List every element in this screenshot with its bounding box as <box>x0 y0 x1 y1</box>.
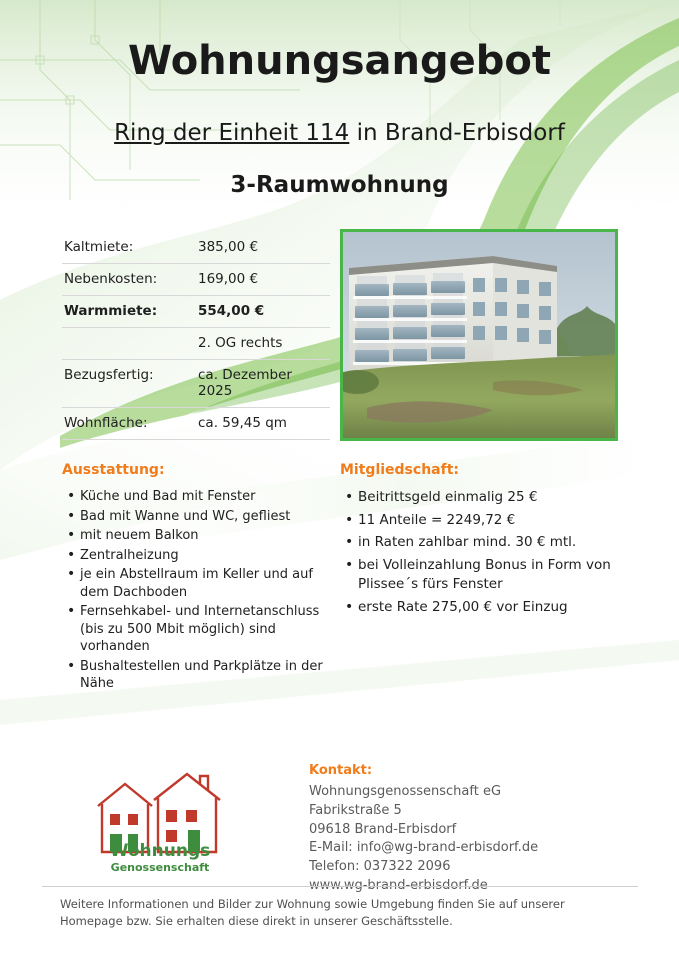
table-row <box>62 295 330 327</box>
property-address-city: in Brand-Erbisdorf <box>349 120 565 146</box>
table-cell-label: Nebenkosten: <box>62 263 196 295</box>
contact-city: 09618 Brand-Erbisdorf <box>309 821 457 837</box>
footer-note: Weitere Informationen und Bilder zur Wohnung sowie Umgebung finden Sie auf unserer Homepage bzw. Sie erhalten diese direkt in unserer Geschäftsstelle. <box>60 897 565 928</box>
table-row <box>62 327 330 359</box>
list-item: • in Raten zahlbar mind. 30 € mtl. <box>358 533 630 553</box>
list-item: • je ein Abstellraum im Keller und auf dem Dachboden <box>80 566 337 601</box>
membership-section <box>340 462 630 620</box>
table-cell-value: 385,00 € <box>196 232 330 263</box>
table-row <box>62 232 330 263</box>
table-cell-label: Bezugsfertig: <box>62 359 196 408</box>
table-cell-label: Warmmiete: <box>62 295 196 327</box>
membership-list <box>340 488 630 617</box>
features-heading: Ausstattung: <box>62 462 165 478</box>
contact-company: Wohnungsgenossenschaft eG <box>309 783 502 799</box>
list-item: • Beitrittsgeld einmalig 25 € <box>358 488 630 508</box>
contact-email[interactable]: E-Mail: info@wg-brand-erbisdorf.de <box>309 840 539 856</box>
table-cell-value: 2. OG rechts <box>196 327 330 359</box>
list-item: • bei Volleinzahlung Bonus in Form von Plissee´s fürs Fenster <box>358 556 630 595</box>
table-cell-label: Wohnfläche: <box>62 408 196 440</box>
table-cell-value: 169,00 € <box>196 263 330 295</box>
table-cell-value: ca. Dezember 2025 <box>196 359 330 408</box>
logo-text-line1: Wohnungs <box>109 841 211 861</box>
contact-website[interactable]: www.wg-brand-erbisdorf.de <box>309 878 488 894</box>
table-cell-label: Kaltmiete: <box>62 232 196 263</box>
list-item: • Bad mit Wanne und WC, gefliest <box>80 508 337 526</box>
features-list <box>62 488 337 693</box>
property-address <box>0 120 679 146</box>
property-address-street: Ring der Einheit 114 <box>114 120 350 146</box>
list-item: • Zentralheizung <box>80 547 337 565</box>
list-item: • mit neuem Balkon <box>80 527 337 545</box>
property-photo <box>340 229 618 441</box>
list-item: • 11 Anteile = 2249,72 € <box>358 511 630 531</box>
features-section <box>62 462 337 695</box>
membership-heading: Mitgliedschaft: <box>340 462 459 478</box>
table-cell-value: ca. 59,45 qm <box>196 408 330 440</box>
page-title: Wohnungsangebot <box>128 38 551 84</box>
table-row <box>62 359 330 408</box>
property-room-type: 3-Raumwohnung <box>230 172 449 198</box>
footer-divider <box>42 886 638 887</box>
contact-phone: Telefon: 037322 2096 <box>309 859 451 875</box>
contact-heading: Kontakt: <box>309 763 373 778</box>
list-item: • Fernsehkabel- und Internetanschluss (bis zu 500 Mbit möglich) sind vorhanden <box>80 603 337 656</box>
list-item: • erste Rate 275,00 € vor Einzug <box>358 598 630 618</box>
logo-text-line2: Genossenschaft <box>110 861 210 874</box>
list-item: • Küche und Bad mit Fenster <box>80 488 337 506</box>
contact-block <box>309 762 639 896</box>
table-cell-label <box>62 327 196 359</box>
table-cell-value: 554,00 € <box>196 295 330 327</box>
table-row <box>62 408 330 440</box>
list-item: • Bushaltestellen und Parkplätze in der Nähe <box>80 658 337 693</box>
contact-street: Fabrikstraße 5 <box>309 802 402 818</box>
table-row <box>62 263 330 295</box>
price-table <box>62 232 330 440</box>
